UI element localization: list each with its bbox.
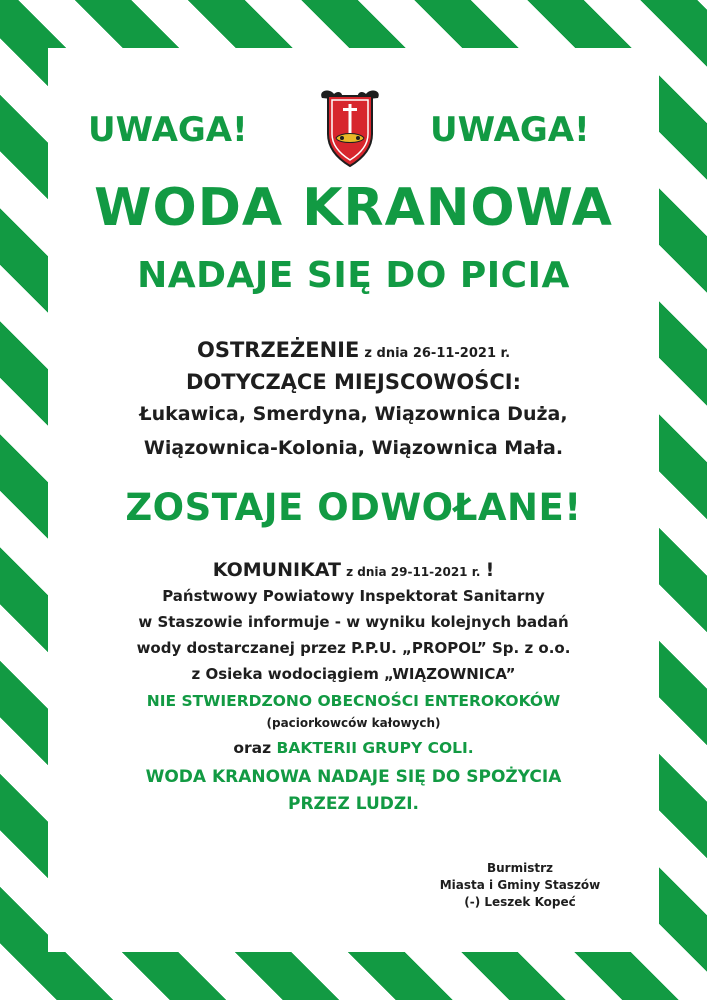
- attention-heading-left: UWAGA!: [88, 110, 248, 150]
- attention-heading-right: UWAGA!: [430, 110, 590, 150]
- warning-heading: [48, 335, 659, 369]
- signature-title: Burmistrz: [486, 861, 553, 875]
- places-list-line: Wiązownica-Kolonia, Wiązownica Mała.: [143, 437, 564, 459]
- finding-note: (paciorkowców kałowych): [266, 716, 441, 730]
- signature-office: Miasta i Gminy Staszów: [439, 878, 601, 892]
- communique-exclamation: !: [485, 559, 495, 581]
- communique-date: z dnia 29-11-2021 r.: [346, 565, 481, 579]
- signature-name: (-) Leszek Kopeć: [464, 895, 576, 909]
- places-list-line: Łukawica, Smerdyna, Wiązownica Duża,: [139, 403, 568, 425]
- finding-coli-line: [48, 736, 659, 760]
- finding-coli: BAKTERII GRUPY COLI.: [276, 739, 474, 757]
- warning-title: OSTRZEŻENIE: [196, 338, 360, 362]
- verdict-line: PRZEZ LUDZI.: [288, 794, 419, 814]
- sub-headline: NADAJE SIĘ DO PICIA: [137, 255, 570, 296]
- communique-body-line: Państwowy Powiatowy Inspektorat Sanitarny: [162, 587, 545, 605]
- staszow-coat-of-arms-icon: [318, 88, 382, 168]
- finding-coli-prefix: oraz: [233, 739, 272, 757]
- communique-body-line: w Staszowie informuje - w wyniku kolejnych badań: [138, 613, 569, 631]
- main-headline: WODA KRANOWA: [94, 178, 613, 238]
- communique-body-line: z Osieka wodociągiem „WIĄZOWNICA”: [191, 665, 516, 683]
- warning-date: z dnia 26-11-2021 r.: [364, 346, 511, 361]
- finding-enterococci: NIE STWIERDZONO OBECNOŚCI ENTEROKOKÓW: [146, 692, 561, 710]
- communique-title: KOMUNIKAT: [212, 559, 341, 581]
- verdict-line: WODA KRANOWA NADAJE SIĘ DO SPOŻYCIA: [145, 767, 562, 787]
- communique-heading: [48, 556, 659, 586]
- revocation-headline: ZOSTAJE ODWOŁANE!: [125, 486, 582, 529]
- places-heading: DOTYCZĄCE MIEJSCOWOŚCI:: [185, 370, 522, 394]
- communique-body-line: wody dostarczanej przez P.P.U. „PROPOL” Sp. z o.o.: [136, 639, 571, 657]
